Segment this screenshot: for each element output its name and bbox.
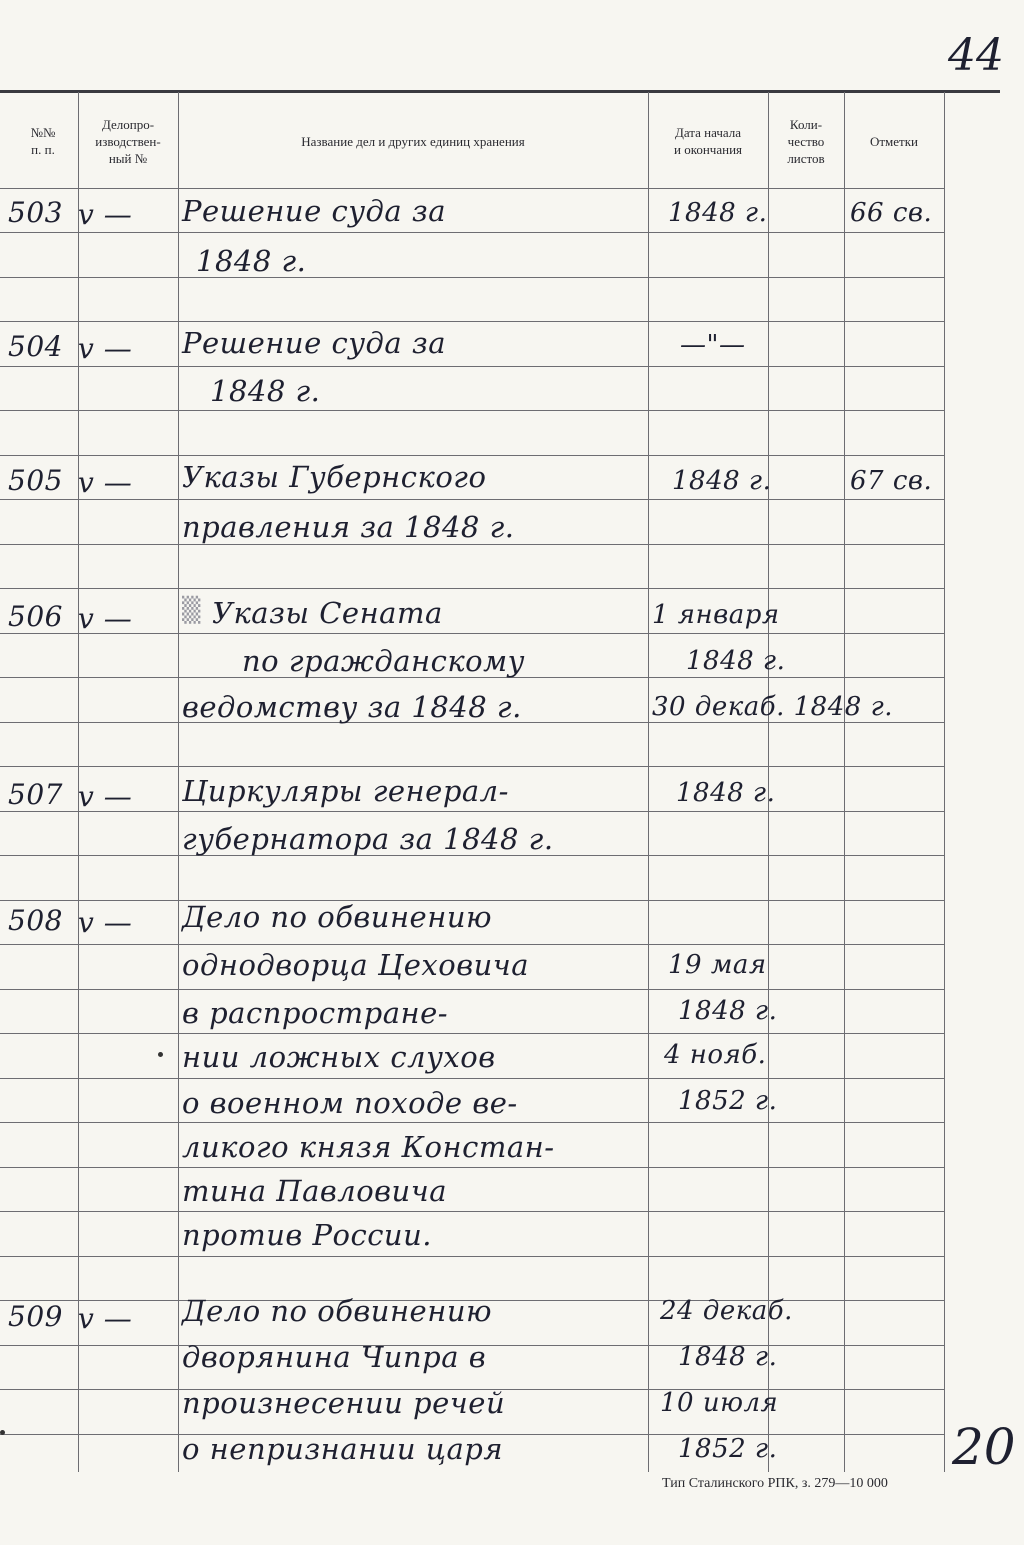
row-rule	[0, 1122, 944, 1123]
entry-505-mark: v —	[78, 466, 133, 499]
entry-508-date-3: 1848 г.	[678, 996, 778, 1026]
entry-509-date-4: 1852 г.	[678, 1434, 778, 1464]
header-sheets: Коли- чество листов	[787, 116, 825, 166]
row-rule	[0, 232, 944, 233]
entry-506-date-2: 1848 г.	[686, 646, 786, 676]
header-office-num: Делопро- изводствен- ный №	[95, 116, 161, 166]
table-top-border	[0, 90, 1000, 93]
ink-dot	[0, 1430, 5, 1435]
entry-507-num: 507	[8, 778, 63, 811]
row-rule	[0, 944, 944, 945]
sheet-stamp-number: 20	[952, 1418, 1016, 1476]
entry-508-title-line-8: против России.	[182, 1218, 433, 1252]
entry-507-title-line-2: губернатора за 1848 г.	[182, 822, 554, 856]
row-rule	[0, 811, 944, 812]
column-rule	[648, 92, 649, 1472]
entry-505-num: 505	[8, 464, 63, 497]
entry-506-num: 506	[8, 600, 63, 633]
entry-506-mark: v —	[78, 602, 133, 635]
entry-504-mark: v —	[78, 332, 133, 365]
header-dates: Дата начала и окончания	[673, 125, 743, 157]
row-rule	[0, 321, 944, 322]
entry-508-date-5: 1852 г.	[678, 1086, 778, 1116]
entry-507-mark: v —	[78, 780, 133, 813]
entry-509-title-line-3: произнесении речей	[182, 1386, 506, 1420]
row-rule	[0, 455, 944, 456]
entry-506-date-1: 1 января	[652, 600, 780, 630]
entry-507-date-1: 1848 г.	[676, 778, 776, 808]
column-rule	[844, 92, 845, 1472]
entry-508-num: 508	[8, 904, 63, 937]
entry-505-title-line-1: Указы Губернского	[182, 460, 487, 494]
row-rule	[0, 1033, 944, 1034]
header-num: №№ п. п.	[30, 125, 56, 157]
entry-509-mark: v —	[78, 1302, 133, 1335]
entry-506-title-line-3: ведомству за 1848 г.	[182, 690, 522, 724]
row-rule	[0, 544, 944, 545]
entry-504-title-line-2: 1848 г.	[210, 374, 321, 408]
entry-509-date-3: 10 июля	[660, 1388, 779, 1418]
entry-505-note: 67 св.	[850, 466, 933, 496]
entry-503-num: 503	[8, 196, 63, 229]
entry-508-title-line-6: ликого князя Констан-	[182, 1130, 555, 1164]
row-rule	[0, 588, 944, 589]
entry-509-date-2: 1848 г.	[678, 1342, 778, 1372]
entry-503-note: 66 св.	[850, 198, 933, 228]
printer-imprint: Тип Сталинского РПК, з. 279—10 000	[662, 1476, 888, 1491]
header-notes: Отметки	[869, 133, 919, 149]
crossed-out-smudge: ▒	[182, 596, 201, 624]
entry-508-date-2: 19 мая	[668, 950, 767, 980]
entry-508-title-line-7: тина Павловича	[182, 1174, 448, 1208]
entry-506-title-line-1: Указы Сената	[212, 596, 443, 630]
row-rule	[0, 188, 944, 189]
page-number: 44	[948, 30, 1004, 81]
entry-503-mark: v —	[78, 198, 133, 231]
row-rule	[0, 366, 944, 367]
entry-505-date-1: 1848 г.	[672, 466, 772, 496]
entry-504-title-line-1: Решение суда за	[182, 326, 447, 360]
column-rule	[178, 92, 179, 1472]
entry-509-title-line-4: о непризнании царя	[182, 1432, 504, 1466]
entry-509-date-1: 24 декаб.	[660, 1296, 793, 1326]
row-rule	[0, 1211, 944, 1212]
entry-508-title-line-4: нии ложных слухов	[182, 1040, 496, 1074]
header-title: Название дел и других единиц хранения	[301, 133, 525, 149]
entry-509-title-line-1: Дело по обвинению	[182, 1294, 493, 1328]
entry-507-title-line-1: Циркуляры генерал-	[182, 774, 509, 808]
row-rule	[0, 766, 944, 767]
entry-505-title-line-2: правления за 1848 г.	[182, 510, 515, 544]
ink-dot	[158, 1052, 163, 1057]
entry-509-title-line-2: дворянина Чипра в	[182, 1340, 487, 1374]
row-rule	[0, 277, 944, 278]
row-rule	[0, 410, 944, 411]
row-rule	[0, 989, 944, 990]
row-rule	[0, 1167, 944, 1168]
entry-508-title-line-3: в распростране-	[182, 996, 449, 1030]
entry-509-num: 509	[8, 1300, 63, 1333]
entry-504-date-1: —"—	[680, 330, 746, 360]
row-rule	[0, 1078, 944, 1079]
entry-503-title-line-1: Решение суда за	[182, 194, 447, 228]
entry-508-title-line-5: о военном походе ве-	[182, 1086, 518, 1120]
entry-508-date-4: 4 нояб.	[664, 1040, 767, 1070]
entry-506-title-line-2: по гражданскому	[242, 644, 525, 678]
column-rule	[944, 92, 945, 1472]
entry-508-title-line-2: однодворца Цеховича	[182, 948, 530, 982]
entry-506-date-3: 30 декаб. 1848 г.	[652, 692, 893, 722]
entry-504-num: 504	[8, 330, 63, 363]
entry-503-title-line-2: 1848 г.	[196, 244, 307, 278]
entry-508-title-line-1: Дело по обвинению	[182, 900, 493, 934]
entry-503-date-1: 1848 г.	[668, 198, 768, 228]
row-rule	[0, 633, 944, 634]
entry-508-mark: v —	[78, 906, 133, 939]
row-rule	[0, 499, 944, 500]
row-rule	[0, 1256, 944, 1257]
